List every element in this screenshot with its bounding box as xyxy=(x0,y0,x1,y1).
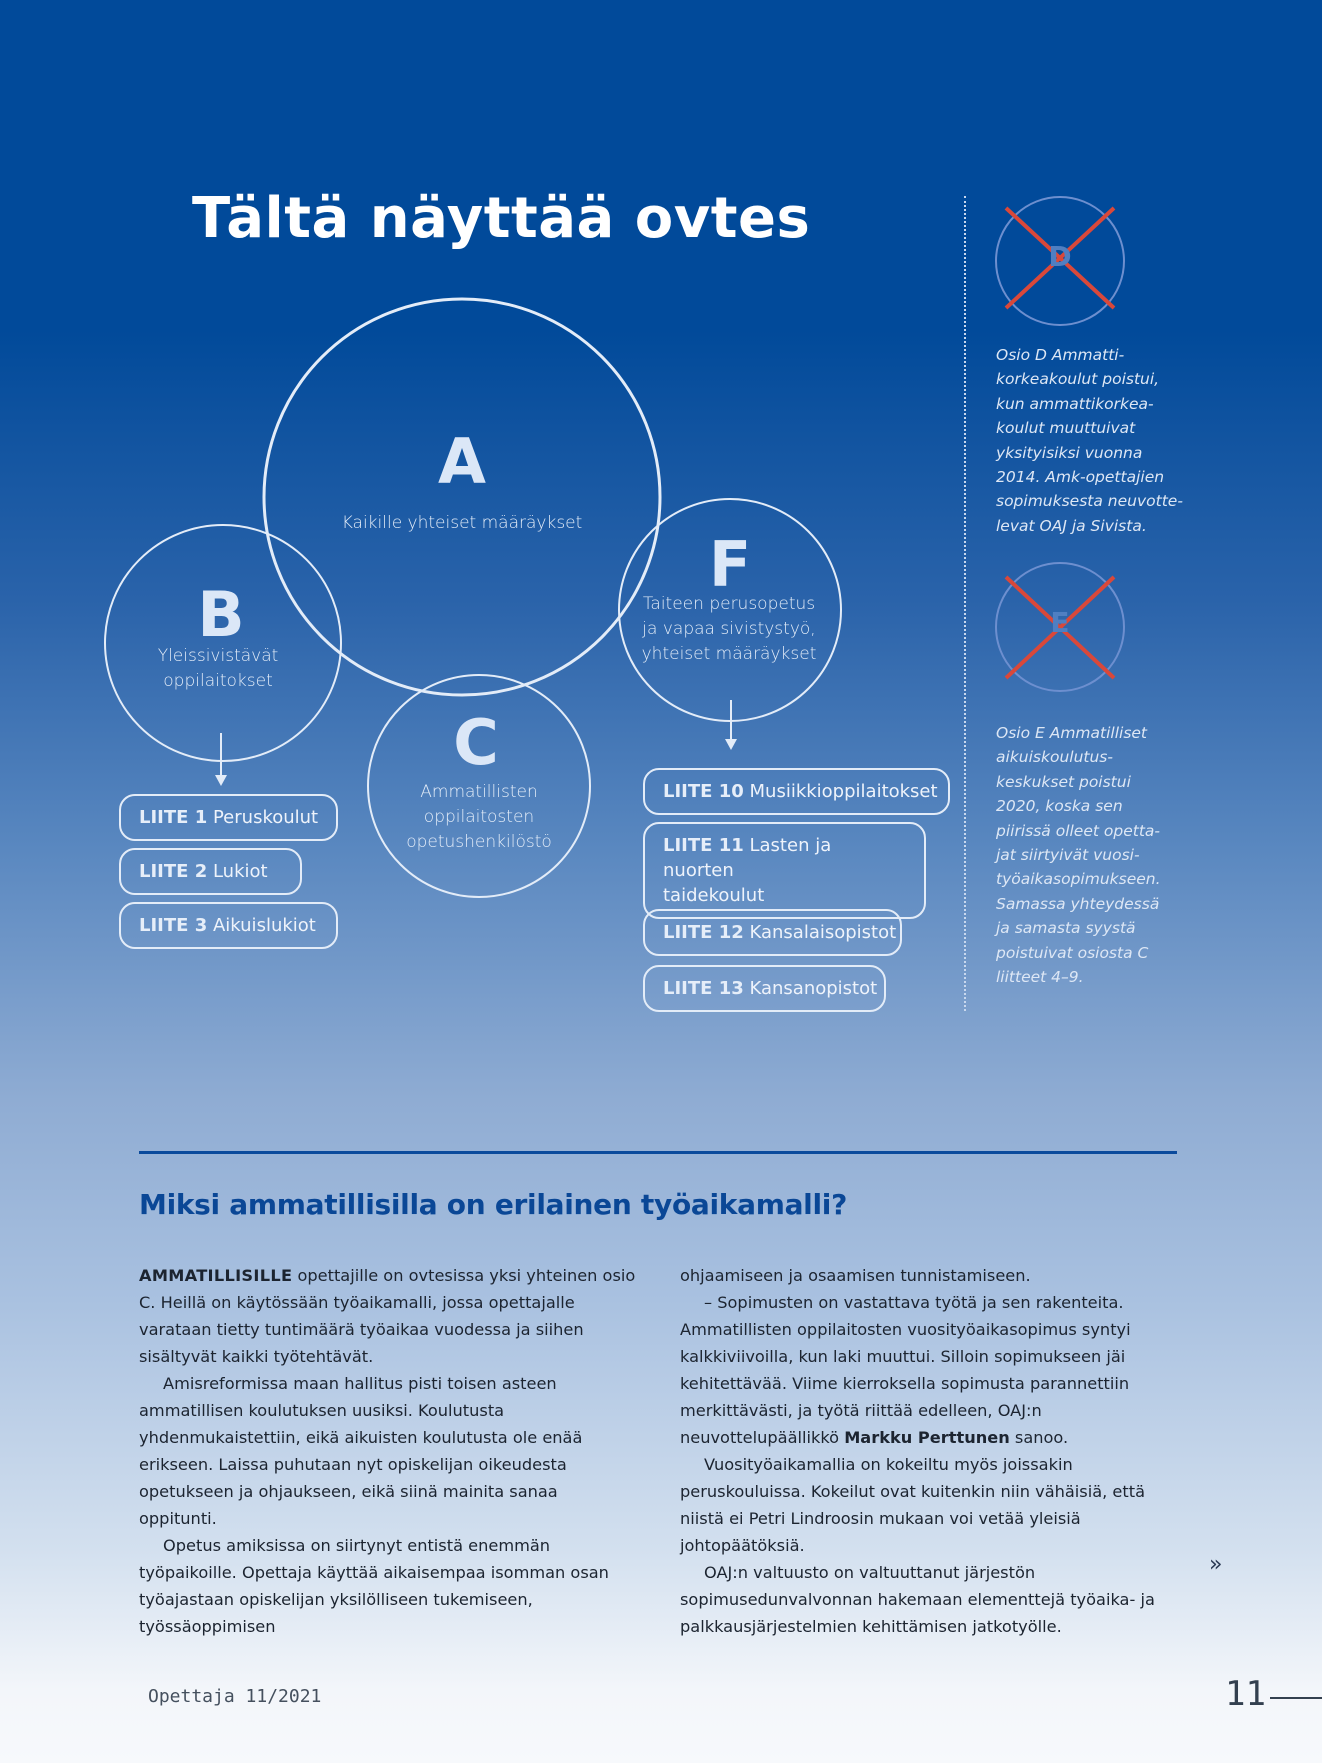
appendix-liite-2 xyxy=(119,848,302,895)
appendix-liite-13 xyxy=(643,965,886,1012)
arrow-f-head xyxy=(725,739,737,750)
note-line: Osio D Ammatti- xyxy=(996,346,1125,364)
label-line: Ammatillisten xyxy=(420,782,538,802)
note-line: levat OAJ ja Sivista. xyxy=(996,516,1147,535)
article-column-2 xyxy=(680,1262,1180,1640)
note-section-d xyxy=(996,343,1196,538)
section-divider xyxy=(139,1151,1177,1154)
label-line: yhteiset määräykset xyxy=(641,644,817,664)
appendix-tag: LIITE 11 xyxy=(663,835,744,856)
continue-icon: » xyxy=(1209,1552,1223,1577)
appendix-name: Musiikkioppilaitokset xyxy=(749,781,938,802)
section-a-letter: A xyxy=(438,425,486,498)
appendix-tag: LIITE 13 xyxy=(663,978,744,999)
paragraph: Opetus amiksissa on siirtynyt entistä enemmän työpaikoille. Opettaja käyttää aikaisempaa isomman osan työajastaan opiskelijan yksilölliseen tukemiseen, työssäoppimisen xyxy=(139,1536,609,1636)
appendix-tag: LIITE 10 xyxy=(663,781,744,802)
paragraph-text: sanoo. xyxy=(1009,1428,1069,1447)
note-line: poistuivat osiosta C xyxy=(996,943,1149,962)
paragraph-text: opettajille on ovtesissa yksi yhteinen osio C. Heillä on käytössään työaikamalli, jossa opettajalle varataan tietty tuntimäärä työaikaa vuodessa ja siihen sisältyvät kaikki työtehtävät. xyxy=(139,1266,636,1366)
paragraph: ohjaamiseen ja osaamisen tunnistamiseen. xyxy=(680,1266,1031,1285)
note-line: keskukset poistui xyxy=(996,772,1131,791)
note-line: työaikasopimukseen. xyxy=(996,870,1161,889)
section-b-letter: B xyxy=(197,578,245,651)
label-line: oppilaitokset xyxy=(163,671,273,691)
appendix-name: Kansanopistot xyxy=(749,978,878,999)
label-line: oppilaitosten xyxy=(423,807,535,827)
label-line: Taiteen perusopetus xyxy=(642,594,816,614)
paragraph-text: – Sopimusten on vastattava työtä ja sen rakenteita. Ammatillisten oppilaitosten vuosityöaikasopimus syntyi kalkkiviivoilla, kun laki muuttui. Silloin sopimukseen jäi kehitettävää. Viime kierroksella sopimusta parannettiin merkittävästi, ja työtä riittää edelleen, OAJ:n neuvottelupäällikkö xyxy=(680,1293,1131,1447)
note-line: yksityisiksi vuonna xyxy=(996,443,1143,462)
appendix-liite-11 xyxy=(643,822,926,919)
section-e-letter: E xyxy=(1050,606,1070,639)
note-line: 2014. Amk-opettajien xyxy=(996,468,1165,487)
appendix-liite-1 xyxy=(119,794,338,841)
article-heading: Miksi ammatillisilla on erilainen työaikamalli? xyxy=(139,1188,848,1221)
appendix-name: Lasten ja nuorten xyxy=(663,835,832,881)
note-line: sopimuksesta neuvotte- xyxy=(996,492,1183,511)
paragraph: Amisreformissa maan hallitus pisti toisen asteen ammatillisen koulutuksen uusiksi. Koulutusta yhdenmukaistettiin, eikä aikuisten koulutusta ole enää erikseen. Laissa puhutaan nyt opiskelijan oikeudesta opetukseen ja ohjaukseen, eikä siinä mainita sanaa oppitunti. xyxy=(139,1374,583,1528)
paragraph xyxy=(680,1289,1180,1451)
sidebar-divider xyxy=(964,196,966,1011)
appendix-tag: LIITE 2 xyxy=(139,861,208,882)
appendix-name: Kansalaisopistot xyxy=(749,922,897,943)
publication-label: Opettaja 11/2021 xyxy=(148,1686,322,1707)
paragraph xyxy=(139,1262,639,1370)
label-line: ja vapaa sivistystyö, xyxy=(642,619,816,639)
appendix-name: Lukiot xyxy=(212,861,268,882)
person-name: Markku Perttunen xyxy=(844,1428,1010,1447)
note-line: ja samasta syystä xyxy=(996,919,1136,938)
appendix-name: Aikuislukiot xyxy=(212,915,316,936)
note-line: aikuiskoulutus- xyxy=(996,748,1113,767)
appendix-name-cont: taidekoulut xyxy=(663,885,765,906)
page-title: Tältä näyttää ovtes xyxy=(192,186,811,251)
appendix-liite-10 xyxy=(643,768,950,815)
page-number: 11 xyxy=(1225,1674,1266,1714)
section-f-label xyxy=(619,592,839,667)
paragraph: Vuosityöaikamallia on kokeiltu myös joissakin peruskouluissa. Kokeilut ovat kuitenkin niin vähäisiä, että niistä ei Petri Lindroosin mukaan voi vetää yleisiä johtopäätöksiä. xyxy=(680,1455,1146,1555)
label-line: Yleissivistävät xyxy=(157,646,279,666)
appendix-name: Peruskoulut xyxy=(212,807,319,828)
arrow-b-head xyxy=(215,775,227,786)
section-b-label xyxy=(118,644,318,694)
appendix-tag: LIITE 12 xyxy=(663,922,744,943)
note-line: jat siirtyivät vuosi- xyxy=(996,846,1140,865)
note-line: piirissä olleet opetta- xyxy=(996,821,1160,840)
note-line: koulut muuttuivat xyxy=(996,419,1136,438)
appendix-tag: LIITE 1 xyxy=(139,807,208,828)
note-section-e xyxy=(996,721,1196,989)
appendix-liite-12 xyxy=(643,909,902,956)
note-line: Samassa yhteydessä xyxy=(996,894,1160,913)
note-line: korkeakoulut poistui, xyxy=(996,370,1160,389)
label-line: opetushenkilöstö xyxy=(406,832,552,852)
paragraph: OAJ:n valtuusto on valtuuttanut järjestön sopimusedunvalvonnan hakemaan elementtejä työaika- ja palkkausjärjestelmien kehittämisen jatkotyölle. xyxy=(680,1563,1155,1636)
section-a-label: Kaikille yhteiset määräykset xyxy=(341,513,583,533)
note-line: Osio E Ammatilliset xyxy=(996,724,1148,742)
page-number-rule xyxy=(1270,1697,1322,1699)
note-line: 2020, koska sen xyxy=(996,797,1123,816)
section-f-letter: F xyxy=(708,528,752,601)
note-line: liitteet 4–9. xyxy=(996,968,1084,987)
article-column-1 xyxy=(139,1262,639,1640)
section-c-label xyxy=(379,780,579,855)
section-d-letter: D xyxy=(1048,240,1072,273)
note-line: kun ammattikorkea- xyxy=(996,394,1154,413)
appendix-liite-3 xyxy=(119,902,338,949)
lead-word: AMMATILLISILLE xyxy=(139,1266,293,1285)
section-c-letter: C xyxy=(453,706,499,779)
appendix-tag: LIITE 3 xyxy=(139,915,208,936)
